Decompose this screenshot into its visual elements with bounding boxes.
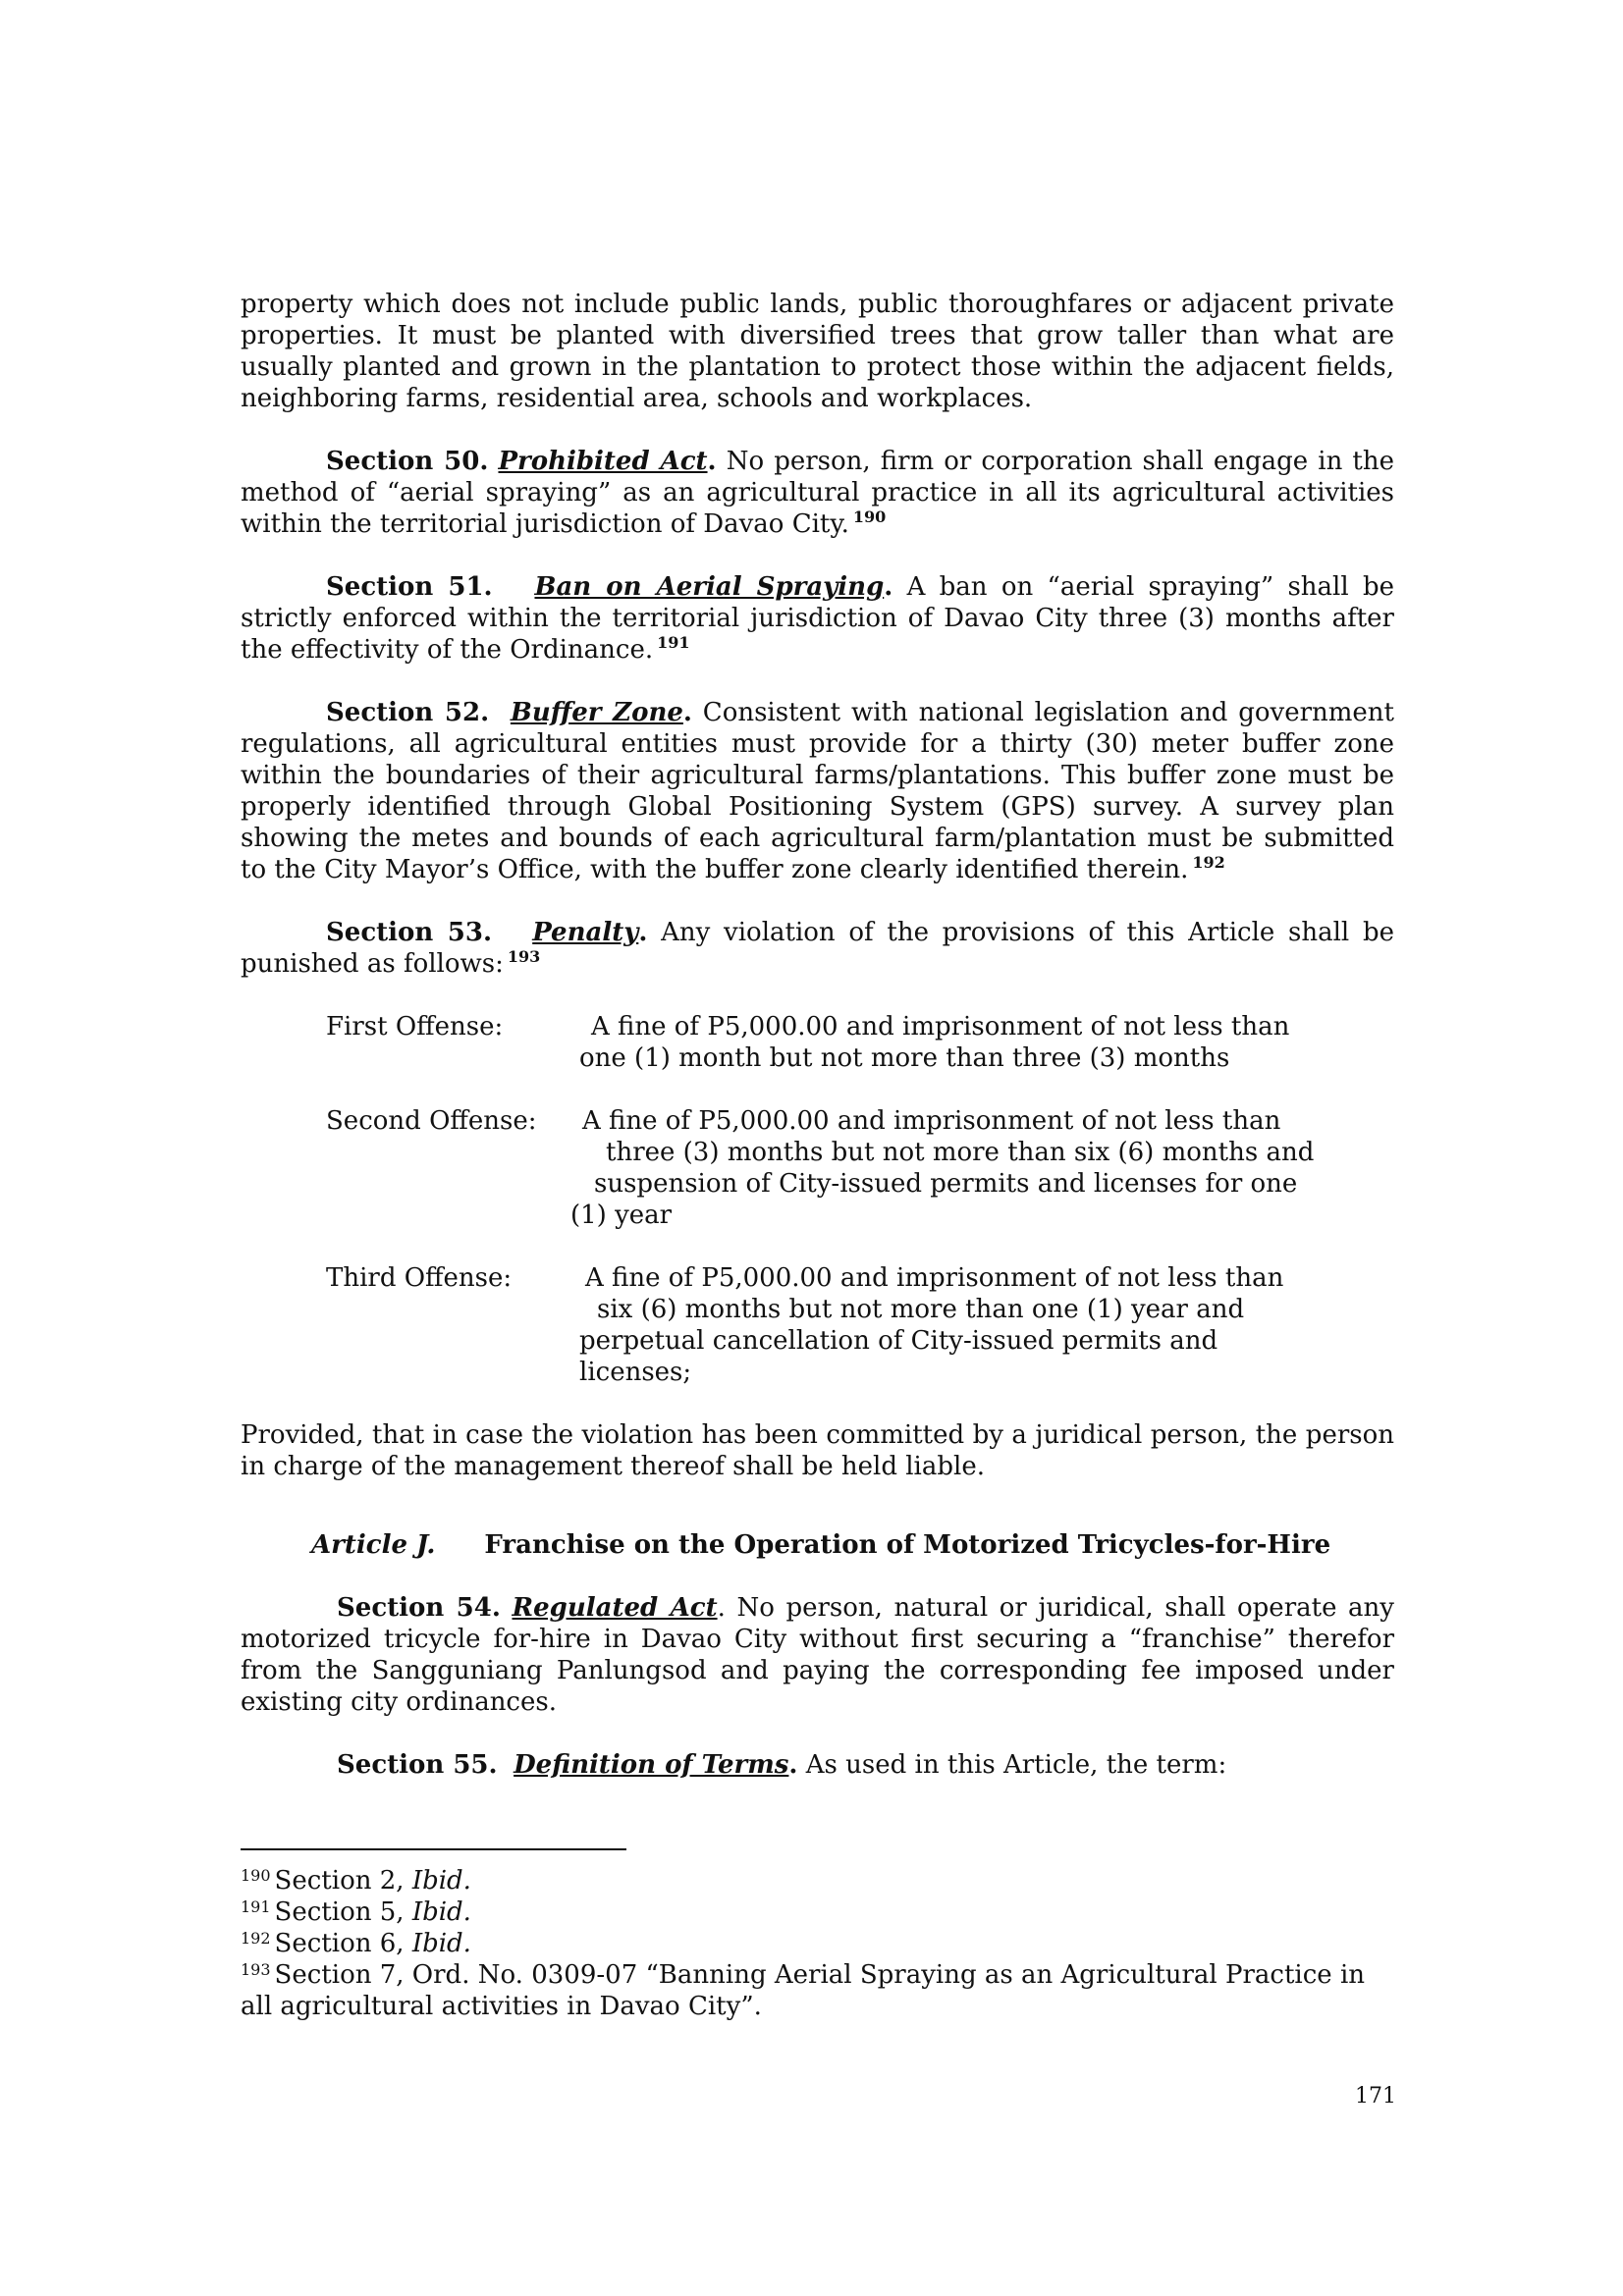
offense-line: A fine of P5,000.00 and imprisonment of not less than	[585, 1263, 1284, 1293]
footnote-text: Section 7, Ord. No. 0309-07 “Banning Aerial Spraying as an Agricultural Practice in all agricultural activities in Davao City”.	[241, 1960, 1366, 2021]
section-body: As used in this Article, the term:	[797, 1750, 1227, 1780]
section-55: Section 55. Definition of Terms. As used in this Article, the term:	[337, 1750, 1227, 1780]
footnote-text: Section 5,	[274, 1897, 412, 1927]
article-label: Article J.	[311, 1530, 436, 1560]
footnote-ref: 193	[507, 947, 541, 966]
footnote-separator	[241, 1848, 626, 1850]
footnote-ref-text: Ibid.	[411, 1866, 471, 1896]
footnote	[241, 1928, 1394, 1959]
offense-line: one (1) month but not more than three (3) months	[579, 1043, 1230, 1073]
offense-third	[326, 1262, 1394, 1388]
offense-line: (1) year	[570, 1201, 673, 1230]
intro-paragraph: property which does not include public lands, public thoroughfares or adjacent private properties. It must be planted with diversified trees that grow taller than what are usually planted and grown in the plantation to protect those within the adjacent fields, neighboring farms, residential area, schools and workplaces.	[241, 290, 1394, 413]
proviso-paragraph: Provided, that in case the violation has been committed by a juridical person, the person in charge of the management thereof shall be held liable.	[241, 1420, 1394, 1481]
section-body: No person, firm or corporation shall engage in the method of “aerial spraying” as an agricultural practice in all its agricultural activities within the territorial jurisdiction of Davao City.	[241, 447, 1394, 539]
section-body: Any violation of the provisions of this Article shall be punished as follows:	[241, 918, 1394, 979]
document-page	[241, 289, 1394, 1781]
section-54	[241, 1592, 1394, 1718]
offense-second	[326, 1105, 1394, 1231]
offense-line: six (6) months but not more than one (1) year and	[597, 1295, 1245, 1324]
section-number: Section 53.	[326, 918, 493, 947]
section-number: Section 51.	[326, 572, 493, 602]
footnote-ref-text: Ibid.	[411, 1897, 471, 1927]
footnote-number: 190	[241, 1866, 271, 1885]
section-body: Consistent with national legislation and government regulations, all agricultural entities must provide for a thirty (30) meter buffer zone within the boundaries of their agricultural farms/plantations. This buffer zone must be properly identified through Global Positioning System (GPS) survey. A survey plan showing the metes and bounds of each agricultural farm/plantation must be submitted to the City Mayor’s Office, with the buffer zone clearly identified therein.	[241, 698, 1394, 884]
footnotes	[241, 1865, 1394, 2022]
footnote	[241, 1865, 1394, 1896]
offense-line: perpetual cancellation of City-issued permits and	[579, 1326, 1218, 1356]
offense-text	[579, 1011, 1325, 1074]
section-title: Penalty	[532, 918, 639, 947]
section-title: Ban on Aerial Spraying	[534, 572, 885, 602]
footnote	[241, 1896, 1394, 1928]
section-53: Section 53. Penalty. Any violation of the provisions of this Article shall be punished as follows: $^{193}$	[241, 918, 1394, 979]
footnote-ref: 192	[1192, 853, 1225, 872]
footnote-text: Section 6,	[274, 1929, 412, 1958]
article-heading	[241, 1529, 1394, 1561]
offense-line: three (3) months but not more than six (6) months and	[606, 1138, 1315, 1167]
page-number: 171	[1355, 2084, 1396, 2109]
offense-line: licenses;	[579, 1358, 692, 1387]
section-52: Section 52. Buffer Zone. Consistent with national legislation and government regulations, all agricultural entities must provide for a thirty (30) meter buffer zone within the boundaries of their agricultural farms/plantations. This buffer zone must be properly identified through Global Positioning System (GPS) survey. A survey plan showing the metes and bounds of each agricultural farm/plantation must be submitted to the City Mayor’s Office, with the buffer zone clearly identified therein. $^{192}$	[241, 698, 1394, 884]
section-title: Buffer Zone	[510, 698, 683, 727]
offense-line: A fine of P5,000.00 and imprisonment of not less than	[591, 1012, 1290, 1041]
offense-text	[570, 1105, 1325, 1231]
footnote	[241, 1959, 1394, 2022]
footnote-number: 193	[241, 1960, 271, 1979]
footnote-number: 191	[241, 1897, 271, 1916]
offense-text	[579, 1262, 1325, 1388]
section-title: Definition of Terms	[514, 1750, 789, 1780]
section-number: Section 55.	[337, 1750, 498, 1780]
section-number: Section 54.	[337, 1593, 501, 1623]
section-body: A ban on “aerial spraying” shall be strictly enforced within the territorial jurisdiction of Davao City three (3) months after the effectivity of the Ordinance.	[241, 572, 1394, 665]
offense-line: suspension of City-issued permits and licenses for one	[594, 1169, 1298, 1199]
footnote-ref: 190	[852, 507, 887, 526]
section-title: Prohibited Act	[498, 447, 708, 476]
section-number: Section 52.	[326, 698, 490, 727]
footnote-ref-text: Ibid.	[411, 1929, 471, 1958]
footnote-ref: 191	[657, 633, 690, 652]
section-50: Section 50. Prohibited Act. No person, firm or corporation shall engage in the method of “aerial spraying” as an agricultural practice in all its agricultural activities within the territorial jurisdiction of Davao City. $^{190}$	[241, 447, 1394, 539]
footnote-text: Section 2,	[274, 1866, 412, 1896]
offense-label: Second Offense:	[326, 1106, 537, 1136]
offense-first	[326, 1011, 1394, 1074]
section-title: Regulated Act	[512, 1593, 718, 1623]
footnote-number: 192	[241, 1929, 271, 1948]
article-title: Franchise on the Operation of Motorized Tricycles-for-Hire	[484, 1530, 1331, 1560]
offense-line: A fine of P5,000.00 and imprisonment of not less than	[582, 1106, 1281, 1136]
section-number: Section 50.	[326, 447, 489, 476]
section-51: Section 51. Ban on Aerial Spraying. A ban on “aerial spraying” shall be strictly enforced within the territorial jurisdiction of Davao City three (3) months after the effectivity of the Ordinance. $^{191}$	[241, 572, 1394, 665]
offense-label: First Offense:	[326, 1012, 504, 1041]
offense-label: Third Offense:	[326, 1263, 513, 1293]
section-body: . No person, natural or juridical, shall operate any motorized tricycle for-hire in Davao City without first securing a “franchise” therefor from the Sangguniang Panlungsod and paying the corresponding fee imposed under existing city ordinances.	[241, 1593, 1394, 1717]
